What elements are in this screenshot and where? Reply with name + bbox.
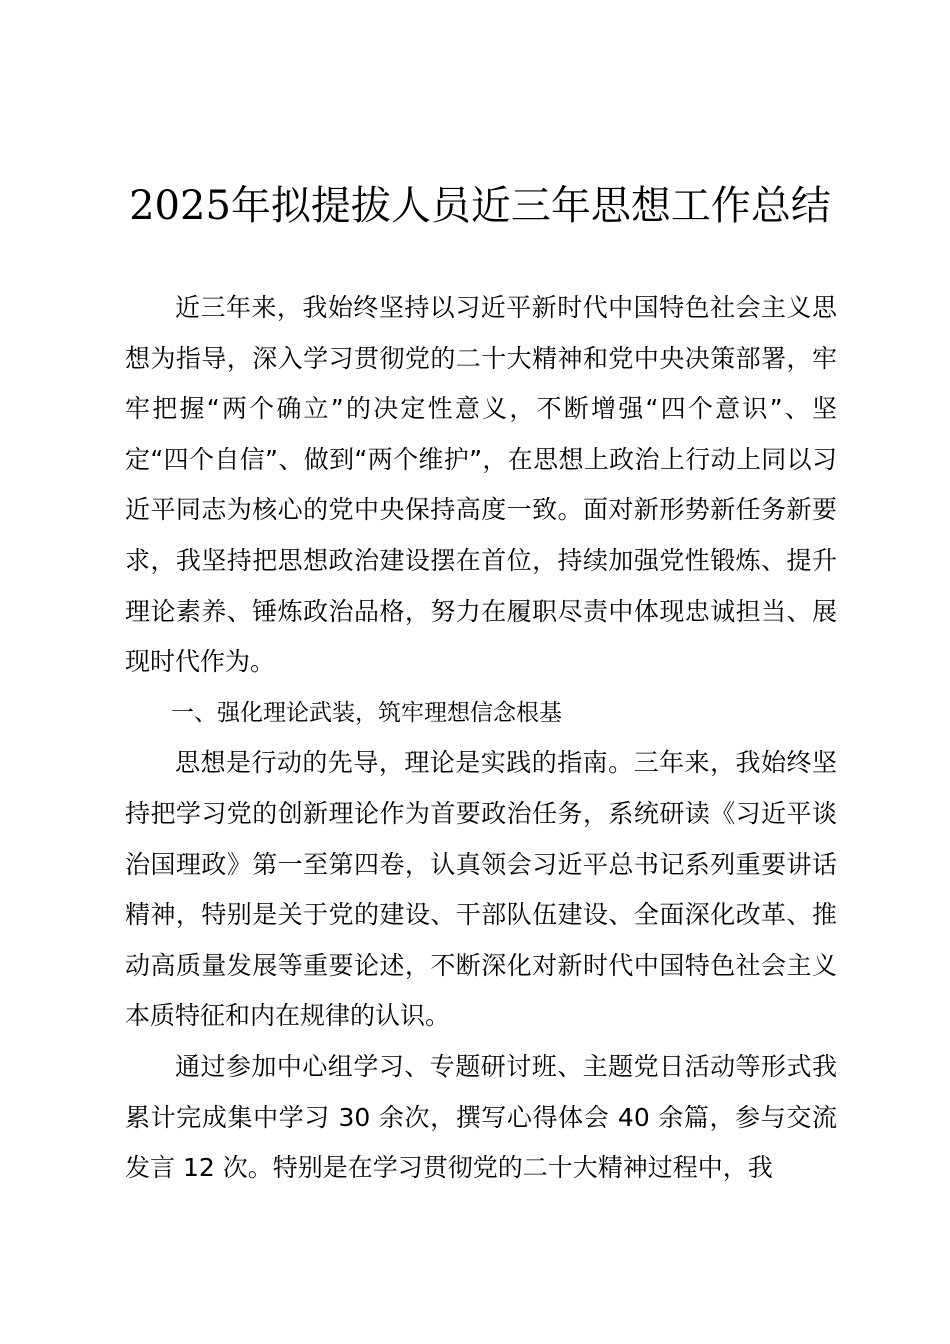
paragraph-study-activities: 通过参加中心组学习、专题研讨班、主题党日活动等形式我累计完成集中学习 30 余次，撰写心得体会 40 余篇，参与交流发言 12 次。特别是在学习贯彻党的二十大精神过程中，我: [125, 1051, 837, 1183]
document-body: [125, 283, 837, 1194]
paragraph-intro: 近三年来，我始终坚持以习近平新时代中国特色社会主义思想为指导，深入学习贯彻党的二十大精神和党中央决策部署，牢牢把握“两个确立”的决定性意义，不断增强“四个意识”、坚定“四个自信”、做到“两个维护”，在思想上政治上行动上同以习近平同志为核心的党中央保持高度一致。面对新形势新任务新要求，我坚持把思想政治建设摆在首位，持续加强党性锻炼、提升理论素养、锤炼政治品格，努力在履职尽责中体现忠诚担当、展现时代作为。: [125, 293, 837, 677]
paragraph-theory-study: 思想是行动的先导，理论是实践的指南。三年来，我始终坚持把学习党的创新理论作为首要政治任务，系统研读《习近平谈治国理政》第一至第四卷，认真领会习近平总书记系列重要讲话精神，特别是关于党的建设、干部队伍建设、全面深化改革、推动高质量发展等重要论述，不断深化对新时代中国特色社会主义本质特征和内在规律的认识。: [125, 748, 837, 1031]
document-title: 2025年拟提拔人员近三年思想工作总结: [129, 183, 831, 229]
section-heading: 一、强化理论武装，筑牢理想信念根基: [171, 699, 562, 726]
